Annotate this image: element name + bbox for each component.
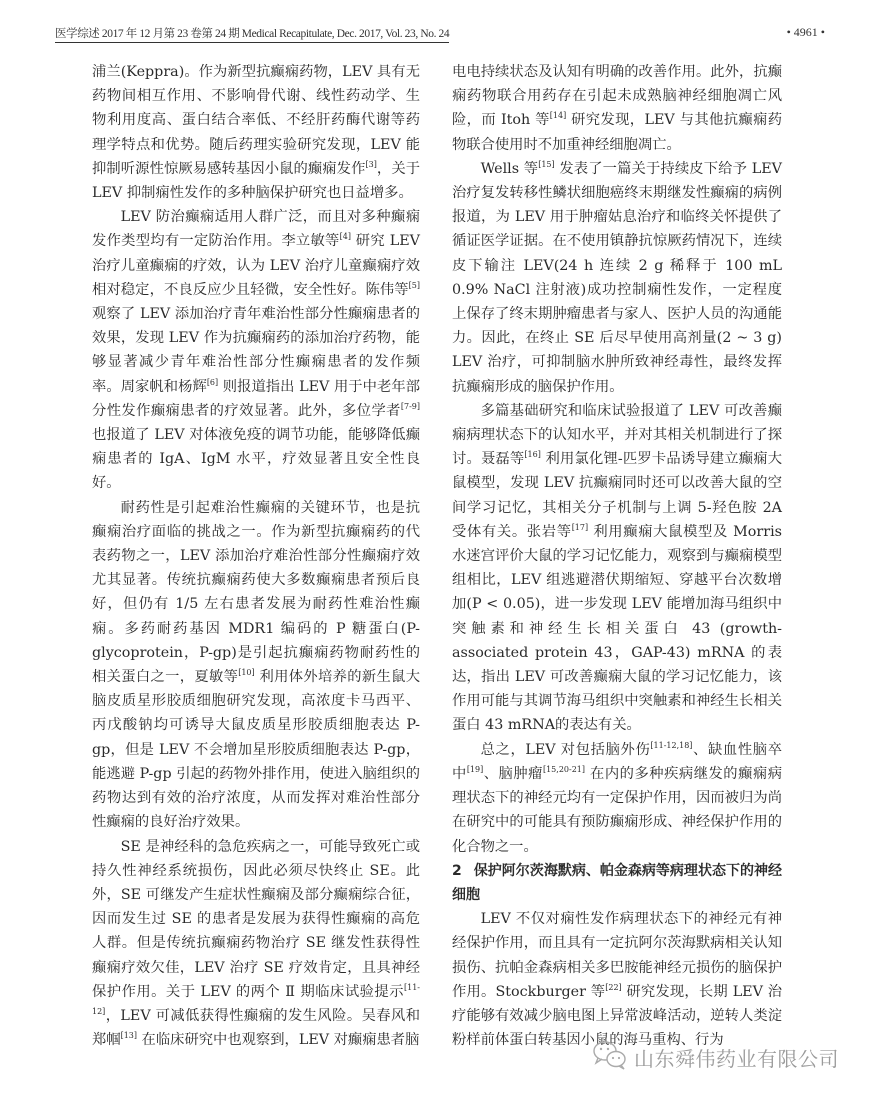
page-number: • 4961 • bbox=[786, 25, 825, 39]
citation-ref: [15,20-21] bbox=[542, 764, 585, 774]
section-number: 2 bbox=[452, 862, 462, 879]
section-title: 保护阿尔茨海默病、帕金森病等病理状态下的神经细胞 bbox=[452, 862, 782, 903]
paragraph: LEV 防治癫痫适用人群广泛，而且对多种癫痫发作类型均有一定防治作用。李立敏等[4] 研究 LEV 治疗儿童癫痫的疗效，认为 LEV 治疗儿童癫痫疗效相对稳定，不良反应少且轻微，安全性好。陈伟等[5] 观察了 LEV 添加治疗青年难治性部分性癫痫患者的效果，发现 LEV 作为抗癫痫药的添加治疗药物，能够显著减少青年难治性部分性癫痫患者的发作频率。周家帆和杨辉[6] 则报道指出 LEV 用于中老年部分性发作癫痫患者的疗效显著。此外，多位学者[7-9] 也报道了 LEV 对体液免疫的调节功能，能够降低癫痫患者的 IgA、IgM 水平，疗效显著且安全性良好。 bbox=[92, 209, 421, 492]
running-header bbox=[55, 25, 825, 43]
citation-ref: [11-12,18] bbox=[650, 740, 693, 750]
citation-ref: [11-12] bbox=[92, 982, 420, 1016]
paragraph: 多篇基础研究和临床试验报道了 LEV 可改善癫痫病理状态下的认知水平，并对其相关机制进行了探讨。聂磊等[16] 利用氯化锂-匹罗卡品诱导建立癫痫大鼠模型，发现 LEV 抗癫痫同时还可以改善大鼠的空间学习记忆，其相关分子机制与上调 5-羟色胺 2A 受体有关。张岩等[17] 利用癫痫大鼠模型及 Morris 水迷宫评价大鼠的学习记忆能力，观察到与癫痫模型组相比，LEV 组逃避潜伏期缩短、穿越平台次数增加(P < 0.05)，进一步发现 LEV 能增加海马组织中突触素和神经生长相关蛋白 43 (growth-associated protein 43，GAP-43) mRNA 的表达，指出 LEV 可改善癫痫大鼠的学习记忆能力，该作用可能与其调节海马组织中突触素和神经生长相关蛋白 43 mRNA的表达有关。 bbox=[452, 402, 783, 734]
wechat-icon bbox=[592, 1040, 628, 1074]
citation-ref: [14] bbox=[549, 111, 567, 121]
paragraph: 耐药性是引起难治性癫痫的关键环节，也是抗癫痫治疗面临的挑战之一。作为新型抗癫痫药的代表药物之一，LEV 添加治疗难治性部分性癫痫疗效尤其显著。传统抗癫痫药使大多数癫痫患者预后良好，但仍有 1/5 左右患者发展为耐药性难治性癫痫。多药耐药基因 MDR1 编码的 P 糖蛋白(P-glycoprotein，P-gp)是引起抗癫痫药物耐药性的相关蛋白之一，夏敏等[10] 利用体外培养的新生鼠大脑皮质星形胶质细胞研究发现，高浓度卡马西平、丙戊酸钠均可诱导大鼠皮质星形胶质细胞表达 P-gp，但是 LEV 不会增加星形胶质细胞表达 P-gp，能逃避 P-gp 引起的药物外排作用，使进入脑组织的药物达到有效的治疗浓度，从而发挥对难治性部分性癫痫的良好治疗效果。 bbox=[92, 499, 421, 831]
section-heading bbox=[452, 859, 782, 907]
journal-citation: 医学综述 2017 年 12 月第 23 卷第 24 期 Medical Recapitulate, Dec. 2017, Vol. 23, No. 24 bbox=[55, 25, 449, 43]
paragraph: 电电持续状态及认知有明确的改善作用。此外，抗癫痫药物联合用药存在引起未成熟脑神经细胞凋亡风险，而 Itoh 等[14] 研究发现，LEV 与其他抗癫痫药物联合使用时不加重神经细胞凋亡。 bbox=[452, 64, 783, 153]
citation-ref: [6] bbox=[206, 377, 219, 387]
citation-ref: [10] bbox=[238, 668, 255, 678]
citation-ref: [5] bbox=[408, 280, 420, 290]
watermark-text: 山东舜伟药业有限公司 bbox=[634, 1046, 839, 1071]
paragraph: Wells 等[15] 发表了一篇关于持续皮下给予 LEV 治疗复发转移性鳞状细胞癌终末期继发性癫痫的病例报道，为 LEV 用于肿瘤姑息治疗和临终关怀提供了循证医学证据。在不使用镇静抗惊厥药情况下，连续皮下输注 LEV(24 h 连续 2 g 稀释于 100 mL 0.9% NaCl 注射液)成功控制痫性发作，一定程度上保存了终末期肿瘤患者与家人、医护人员的沟通能力。因此，在终止 SE 后尽早使用高剂量(2 ~ 3 g) LEV 治疗，可抑制脑水肿所致神经毒性，最终发挥抗癫痫形成的脑保护作用。 bbox=[452, 159, 782, 395]
citation-ref: [16] bbox=[524, 450, 541, 460]
citation-ref: [7-9] bbox=[400, 401, 420, 411]
citation-ref: [17] bbox=[571, 522, 589, 532]
left-column bbox=[92, 60, 420, 1052]
citation-ref: [19] bbox=[466, 764, 484, 774]
citation-ref: [13] bbox=[120, 1031, 138, 1041]
citation-ref: [4] bbox=[339, 232, 351, 242]
paragraph: SE 是神经科的急危疾病之一，可能导致死亡或持久性神经系统损伤，因此必须尽快终止 SE。此外，SE 可继发产生症状性癫痫及部分癫痫综合征，因而发生过 SE 的患者是发展为获得性癫痫的高危人群。但是传统抗癫痫药物治疗 SE 继发性获得性癫痫疗效欠佳，LEV 治疗 SE 疗效肯定，且具神经保护作用。关于 LEV 的两个 Ⅱ 期临床试验提示[11-12]，LEV 可减低获得性癫痫的发生风险。吴春风和郑帼[13] 在临床研究中也观察到，LEV 对癫痫患者脑 bbox=[92, 838, 420, 1049]
paragraph: 总之，LEV 对包括脑外伤[11-12,18]、缺血性脑卒中[19]、脑肿瘤[15,20-21] 在内的多种疾病继发的癫痫病理状态下的神经元均有一定保护作用，因而被归为尚在研究中的可能具有预防癫痫形成、神经保护作用的化合物之一。 bbox=[452, 740, 783, 855]
citation-ref: [22] bbox=[605, 982, 622, 992]
watermark bbox=[592, 1040, 839, 1074]
citation-ref: [15] bbox=[538, 159, 555, 169]
paragraph: 浦兰(Keppra)。作为新型抗癫痫药物，LEV 具有无药物间相互作用、不影响骨代谢、线性药动学、生物利用度高、蛋白结合率低、不经肝药酶代谢等药理学特点和优势。随后药理实验研究发现，LEV 能抑制听源性惊厥易感转基因小鼠的癫痫发作[3]，关于 LEV 抑制痫性发作的多种脑保护研究也日益增多。 bbox=[92, 64, 421, 202]
right-column bbox=[452, 60, 782, 1052]
citation-ref: [3] bbox=[365, 159, 377, 169]
paragraph: LEV 不仅对痫性发作病理状态下的神经元有神经保护作用，而且具有一定抗阿尔茨海默病相关认知损伤、抗帕金森病相关多巴胺能神经元损伤的脑保护作用。Stockburger 等[22] 研究发现，长期 LEV 治疗能够有效减少脑电图上异常波峰活动，逆转人类淀粉样前体蛋白转基因小鼠的海马重构、行为 bbox=[452, 911, 782, 1049]
